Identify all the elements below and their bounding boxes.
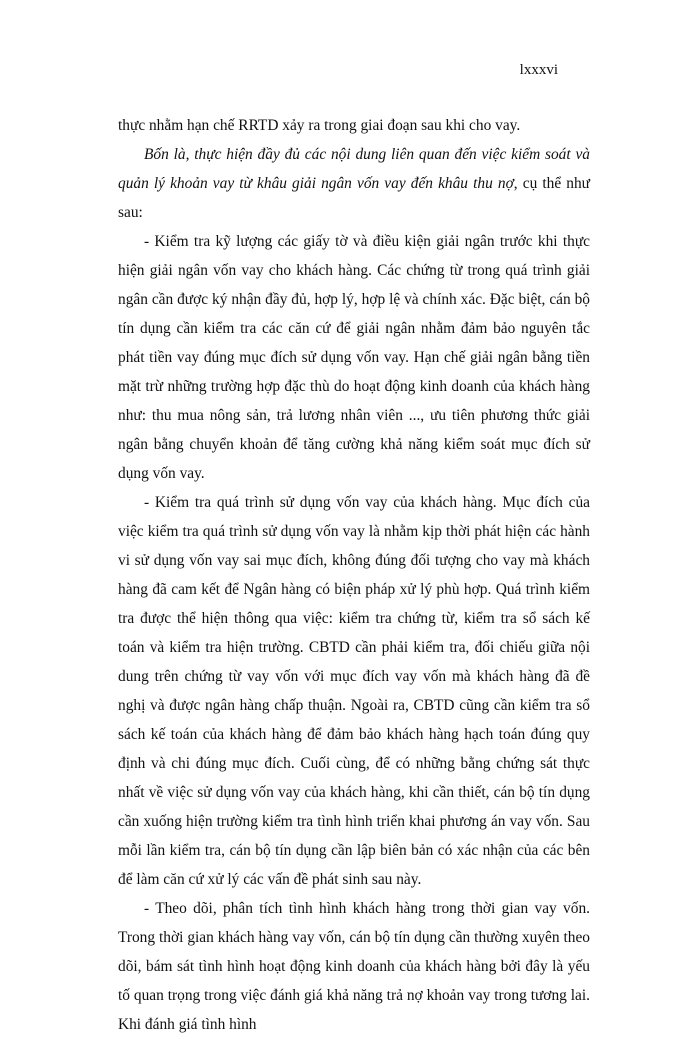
page-number: lxxxvi — [519, 62, 558, 78]
paragraph-point-four — [118, 140, 590, 227]
paragraph-disbursement-check: - Kiểm tra kỹ lượng các giấy tờ và điều kiện giải ngân trước khi thực hiện giải ngân vốn vay cho khách hàng. Các chứng từ trong quá trình giải ngân cần được ký nhận đầy đủ, hợp lý, hợp lệ và chính xác. Đặc biệt, cán bộ tín dụng cần kiểm tra các căn cứ để giải ngân nhằm đảm bảo nguyên tắc phát tiền vay đúng mục đích sử dụng vốn vay. Hạn chế giải ngân bằng tiền mặt trừ những trường hợp đặc thù do hoạt động kinh doanh của khách hàng như: thu mua nông sản, trả lương nhân viên ..., ưu tiên phương thức giải ngân bằng chuyển khoản để tăng cường khả năng kiểm soát mục đích sử dụng vốn vay. — [118, 233, 590, 482]
paragraph-point-four-italic: Bốn là, thực hiện đầy đủ các nội dung liên quan đến việc kiểm soát và quản lý khoản vay từ khâu giải ngân vốn vay đến khâu thu nợ — [118, 146, 590, 192]
paragraph-usage-check: - Kiểm tra quá trình sử dụng vốn vay của khách hàng. Mục đích của việc kiểm tra quá trình sử dụng vốn vay là nhằm kịp thời phát hiện các hành vi sử dụng vốn vay sai mục đích, không đúng đối tượng cho vay mà khách hàng đã cam kết để Ngân hàng có biện pháp xử lý phù hợp. Quá trình kiểm tra được thể hiện thông qua việc: kiểm tra chứng từ, kiểm tra sổ sách kế toán và kiểm tra hiện trường. CBTD cần phải kiểm tra, đối chiếu giữa nội dung trên chứng từ vay vốn với mục đích vay vốn mà khách hàng đã đề nghị và được ngân hàng chấp thuận. Ngoài ra, CBTD cũng cần kiểm tra sổ sách kế toán của khách hàng để đảm bảo khách hàng hạch toán đúng quy định và chi đúng mục đích. Cuối cùng, để có những bằng chứng sát thực nhất về việc sử dụng vốn vay của khách hàng, khi cần thiết, cán bộ tín dụng cần xuống hiện trường kiểm tra tình hình triển khai phương án vay vốn. Sau mỗi lần kiểm tra, cán bộ tín dụng cần lập biên bản có xác nhận của các bên để làm căn cứ xử lý các vấn đề phát sinh sau này. — [118, 494, 590, 888]
body-text — [118, 111, 590, 1039]
paragraph-monitoring: - Theo dõi, phân tích tình hình khách hàng trong thời gian vay vốn. Trong thời gian khách hàng vay vốn, cán bộ tín dụng cần thường xuyên theo dõi, bám sát tình hình hoạt động kinh doanh của khách hàng bởi đây là yếu tố quan trọng trong việc đánh giá khả năng trả nợ khoản vay trong tương lai. Khi đánh giá tình hình — [118, 900, 590, 1033]
paragraph-point-four-rest: , cụ thể như sau: — [118, 175, 591, 221]
paragraph-continuation: thực nhằm hạn chế RRTD xảy ra trong giai đoạn sau khi cho vay. — [118, 117, 521, 134]
